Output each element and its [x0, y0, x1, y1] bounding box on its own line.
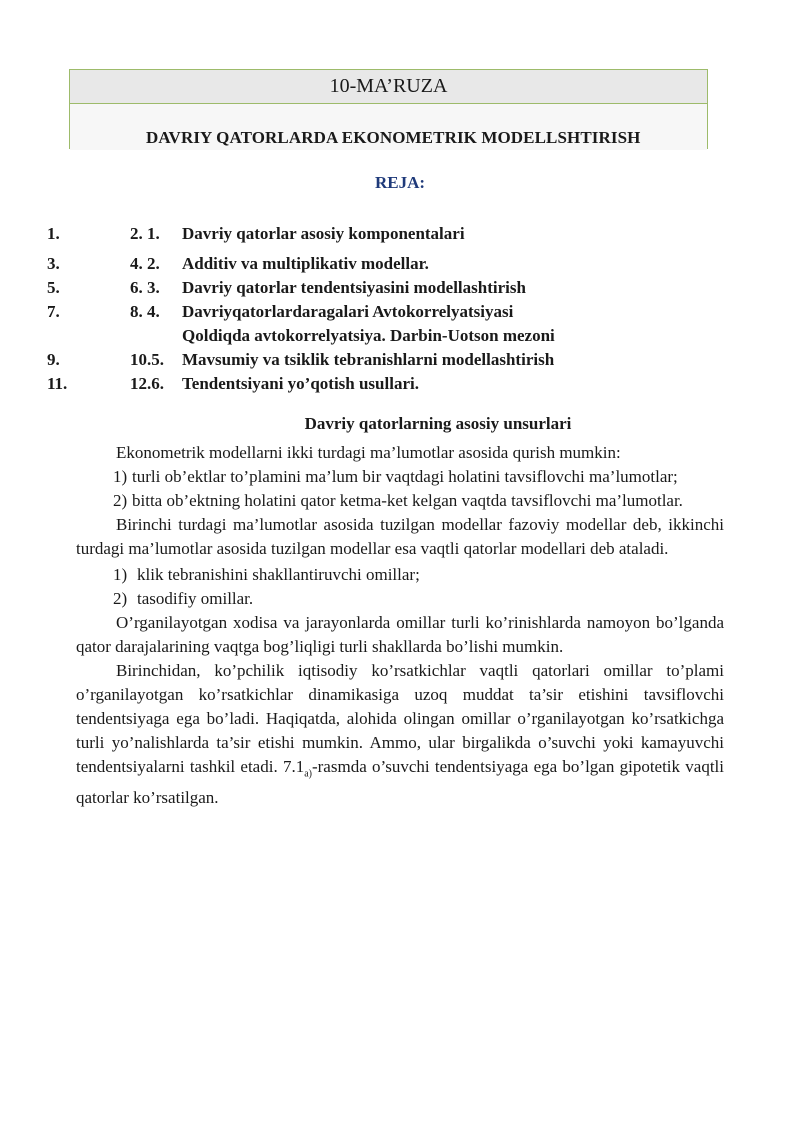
list-text: tasodifiy omillar.: [137, 589, 254, 608]
plan-text: Davriy qatorlar tendentsiyasini modellashtirish: [182, 278, 526, 297]
plan-item: [0, 374, 800, 398]
plan-number: 11.: [47, 374, 68, 393]
plan-number: 3.: [47, 254, 60, 273]
plan-item: [0, 254, 800, 278]
figure-subscript: a): [304, 768, 312, 780]
plan-item: [0, 278, 800, 302]
list-number: 2): [113, 491, 128, 510]
paragraph: Ekonometrik modellarni ikki turdagi ma’lumotlar asosida qurish mumkin:: [116, 443, 621, 462]
header-subtitle-band: [70, 104, 707, 150]
plan-number: 1.: [47, 224, 60, 243]
plan-text: Davriy qatorlar asosiy komponentalari: [182, 224, 465, 243]
plan-subnumber: 8. 4.: [130, 302, 160, 321]
plan-item: [0, 224, 800, 248]
plan-subnumber: 10.5.: [130, 350, 164, 369]
list-number: 1): [113, 467, 128, 486]
plan-text: Qoldiqda avtokorrelyatsiya. Darbin-Uotson mezoni: [182, 326, 555, 345]
paragraph-text: -rasmda o’suvchi tendentsiyaga ega bo’lgan gipotetik vaqtli qatorlar ko’rsatilgan.: [76, 757, 724, 808]
plan-number: 9.: [47, 350, 60, 369]
lecture-number: 10-MA’RUZA: [70, 69, 707, 104]
plan-number: 5.: [47, 278, 60, 297]
plan-heading: REJA:: [374, 173, 426, 192]
plan-number: 7.: [47, 302, 60, 321]
list-text: klik tebranishini shakllantiruvchi omillar;: [137, 565, 420, 584]
list-text: bitta ob’ektning holatini qator ketma-ket kelgan vaqtda tavsiflovchi ma’lumotlar.: [132, 491, 683, 510]
plan-text: Mavsumiy va tsiklik tebranishlarni modellashtirish: [182, 350, 555, 369]
lecture-body: [76, 441, 724, 810]
paragraph-text: Birinchidan, ko’pchilik iqtisodiy ko’rsatkichlar vaqtli qatorlari omillar to’plami o’rganilayotgan ko’rsatkichlar dinamikasiga uzoq muddat ta’sir etishini tavsiflovchi tendentsiyaga ega bo’ladi. Haqiqatda, alohida olingan omillar o’rganilayotgan ko’rsatkichga turli yo’nalishlarda ta’sir etishi mumkin. Ammo, ular birgalikda o’suvchi yoki kamayuvchi tendentsiyalarni tashkil etadi. 7.1: [76, 661, 724, 776]
plan-subnumber: 4. 2.: [130, 254, 160, 273]
lecture-header: [69, 69, 708, 149]
plan-subnumber: 12.6.: [130, 374, 164, 393]
plan-text: Additiv va multiplikativ modellar.: [182, 254, 429, 273]
plan-text: Davriyqatorlardaragalari Avtokorrelyatsiyasi: [182, 302, 514, 321]
list-item: [76, 489, 724, 513]
paragraph: [76, 659, 724, 810]
lecture-title: DAVRIY QATORLARDA EKONOMETRIK MODELLSHTIRISH: [146, 128, 641, 147]
plan-text: Tendentsiyani yo’qotish usullari.: [182, 374, 419, 393]
list-number: 1): [113, 565, 128, 584]
plan-list: [0, 224, 800, 398]
list-text: turli ob’ektlar to’plamini ma’lum bir vaqtdagi holatini tavsiflovchi ma’lumotlar;: [132, 467, 678, 486]
paragraph: O’rganilayotgan xodisa va jarayonlarda omillar turli ko’rinishlarda namoyon bo’lganda qator darajalarining vaqtga bog’liqligi turli shakllarda bo’lishi mumkin.: [76, 613, 724, 656]
plan-subnumber: 2. 1.: [130, 224, 160, 243]
list-item: [76, 563, 724, 587]
list-item: [76, 587, 724, 611]
list-number: 2): [113, 589, 128, 608]
plan-item: [0, 350, 800, 374]
paragraph: Birinchi turdagi ma’lumotlar asosida tuzilgan modellar fazoviy modellar deb, ikkinchi turdagi ma’lumotlar asosida tuzilgan modellar esa vaqtli qatorlar modellari deb ataladi.: [76, 515, 724, 558]
plan-item: [0, 302, 800, 326]
plan-subnumber: 6. 3.: [130, 278, 160, 297]
plan-item-continuation: [0, 326, 800, 350]
list-item: [76, 465, 724, 489]
section-title: Davriy qatorlarning asosiy unsurlari: [304, 414, 572, 433]
